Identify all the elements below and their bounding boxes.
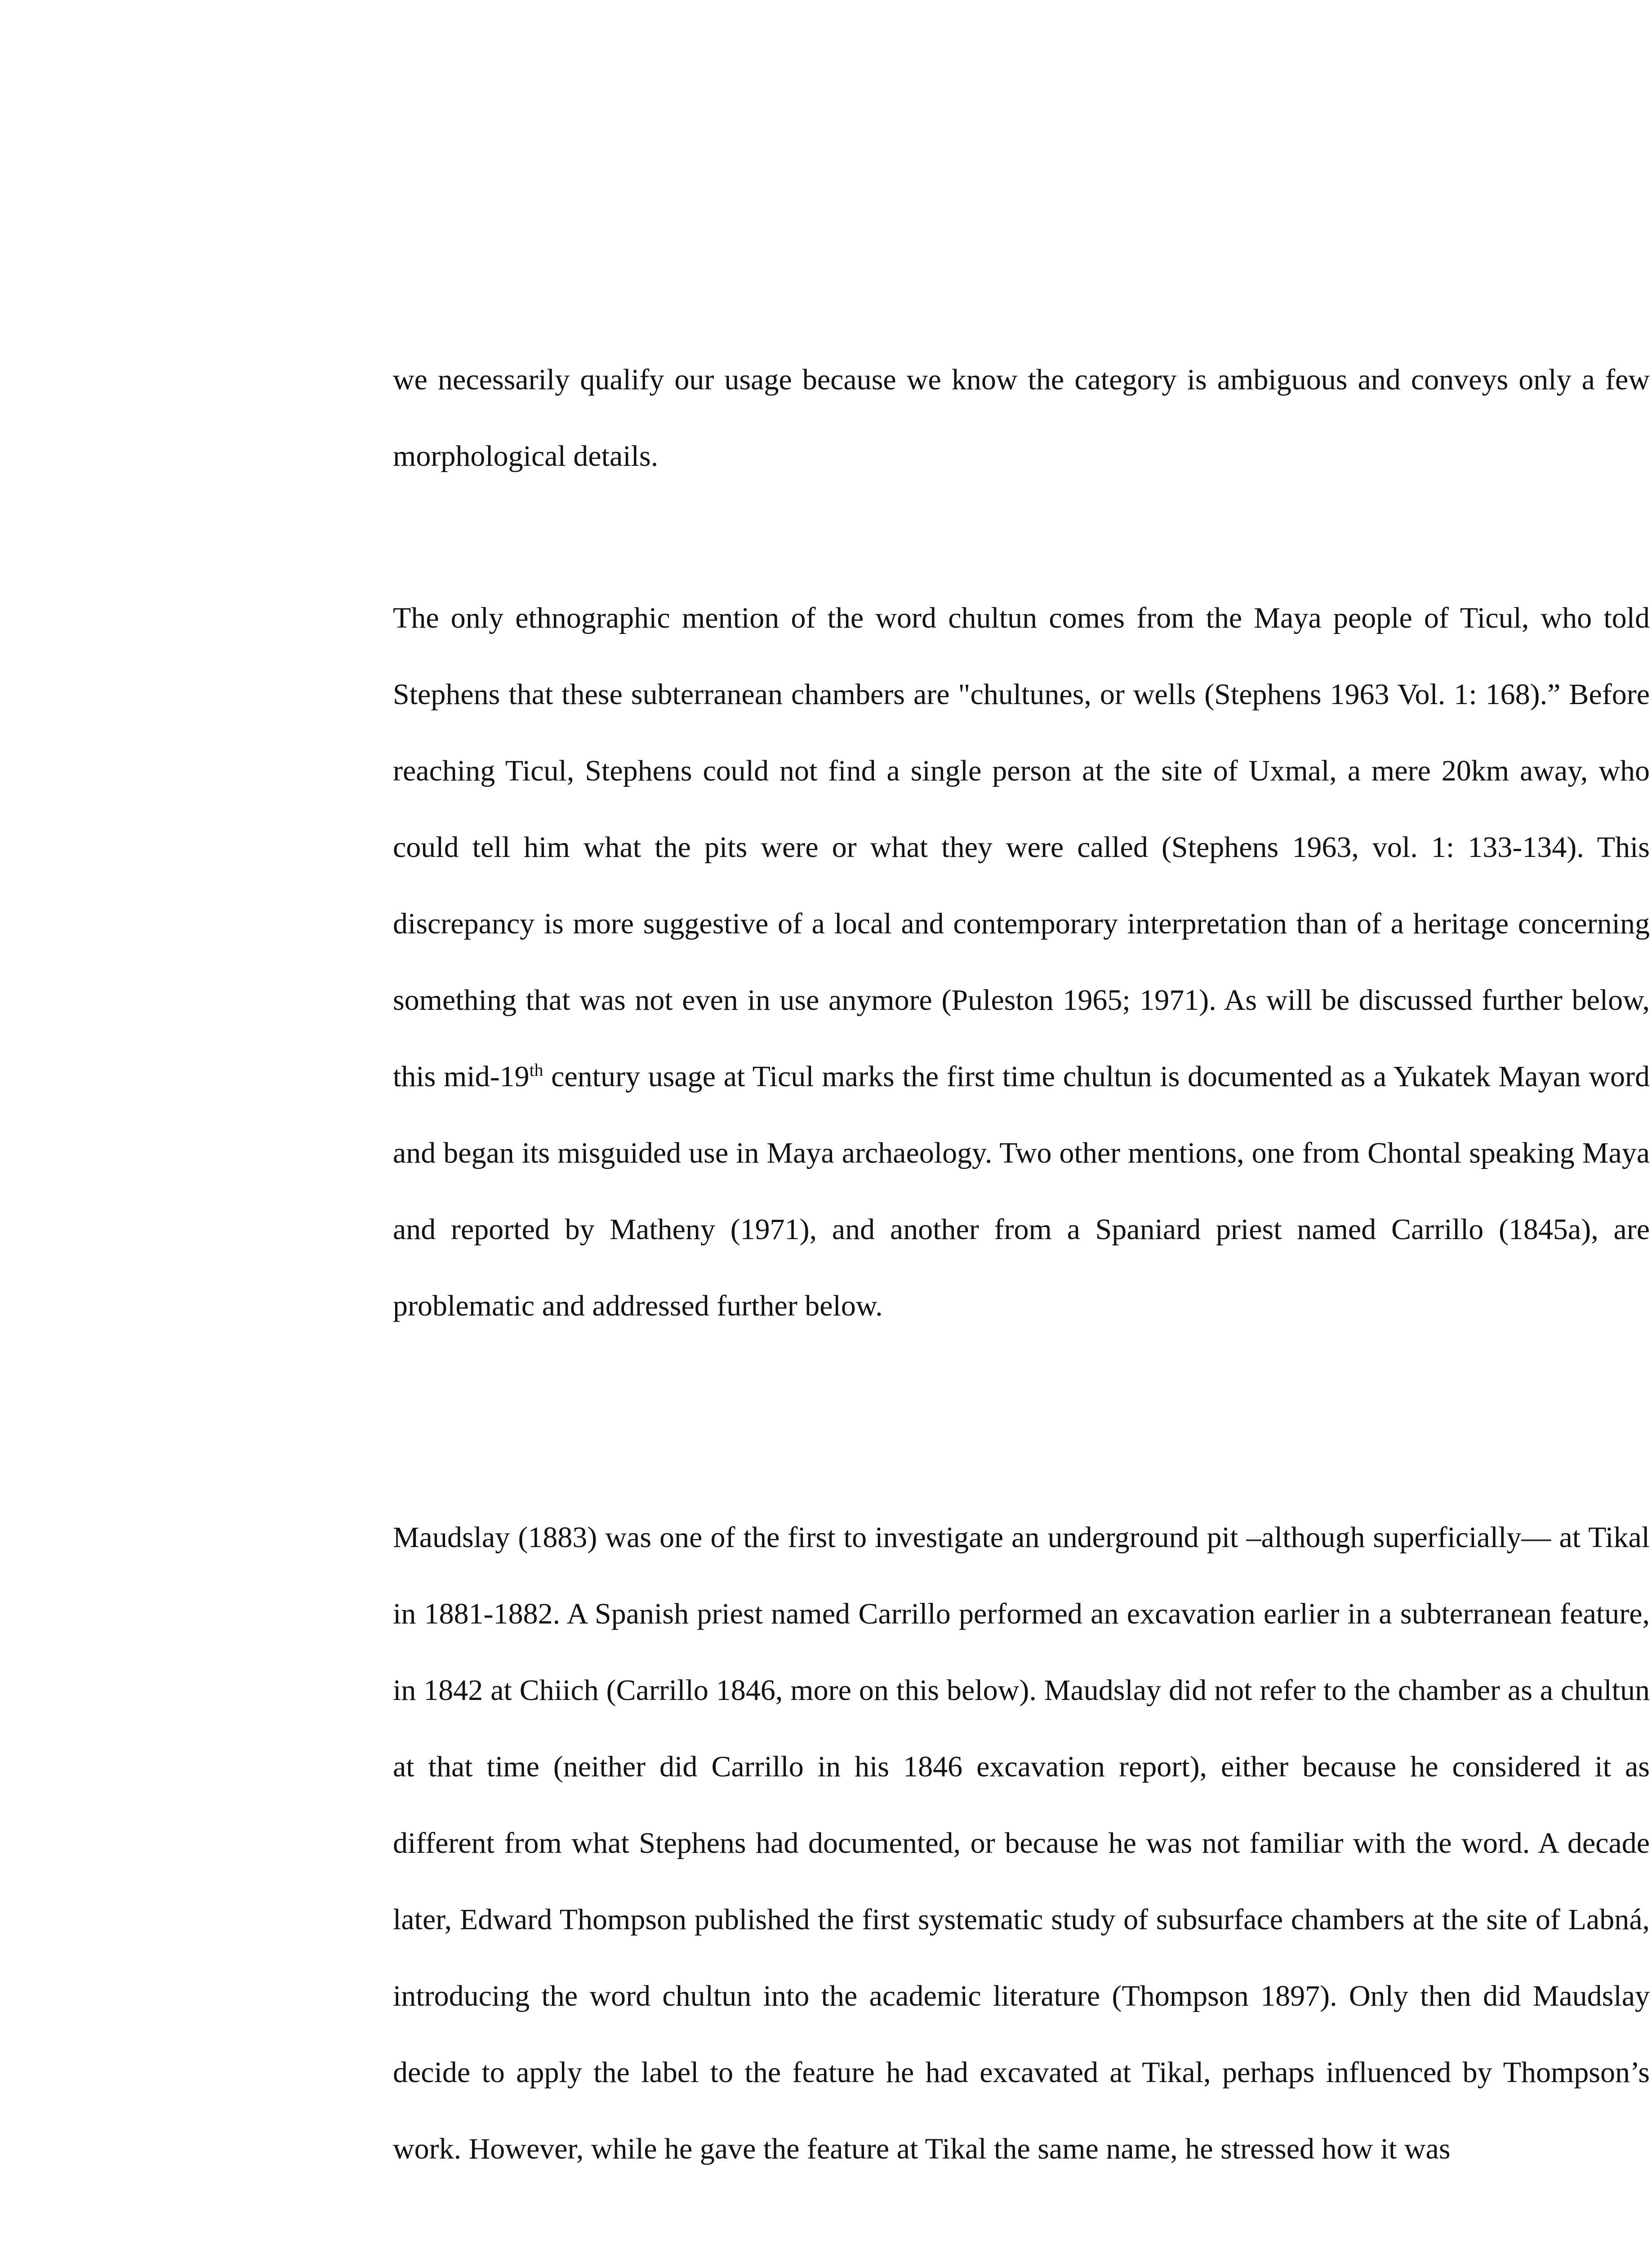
paragraph-2: [393, 580, 1650, 1344]
paragraph-2-text-after: century usage at Ticul marks the first time chultun is documented as a Yukatek Mayan word and began its misguided use in Maya archaeology. Two other mentions, one from Chontal speaking Maya and reported by Matheny (1971), and another from a Spaniard priest named Carrillo (1845a), are problematic and addressed further below.: [393, 1060, 1650, 1322]
paragraph-2-text-before: The only ethnographic mention of the word chultun comes from the Maya people of Ticul, who told Stephens that these subterranean chambers are "chultunes, or wells (Stephens 1963 Vol. 1: 168).” Before reaching Ticul, Stephens could not find a single person at the site of Uxmal, a mere 20km away, who could tell him what the pits were or what they were called (Stephens 1963, vol. 1: 133-134). This discrepancy is more suggestive of a local and contemporary interpretation than of a heritage concerning something that was not even in use anymore (Puleston 1965; 1971). As will be discussed further below, this mid-19: [393, 602, 1650, 1093]
paragraph-1: we necessarily qualify our usage because we know the category is ambiguous and conveys only a few morphological details.: [393, 363, 1650, 473]
paragraph-3: Maudslay (1883) was one of the first to investigate an underground pit –although superficially— at Tikal in 1881-1882. A Spanish priest named Carrillo performed an excavation earlier in a subterranean feature, in 1842 at Chiich (Carrillo 1846, more on this below). Maudslay did not refer to the chamber as a chultun at that time (neither did Carrillo in his 1846 excavation report), either because he considered it as different from what Stephens had documented, or because he was not familiar with the word. A decade later, Edward Thompson published the first systematic study of subsurface chambers at the site of Labná, introducing the word chultun into the academic literature (Thompson 1897). Only then did Maudslay decide to apply the label to the feature he had excavated at Tikal, perhaps influenced by Thompson’s work. However, while he gave the feature at Tikal the same name, he stressed how it was: [393, 1521, 1650, 2165]
superscript-ordinal: th: [529, 1060, 543, 1080]
